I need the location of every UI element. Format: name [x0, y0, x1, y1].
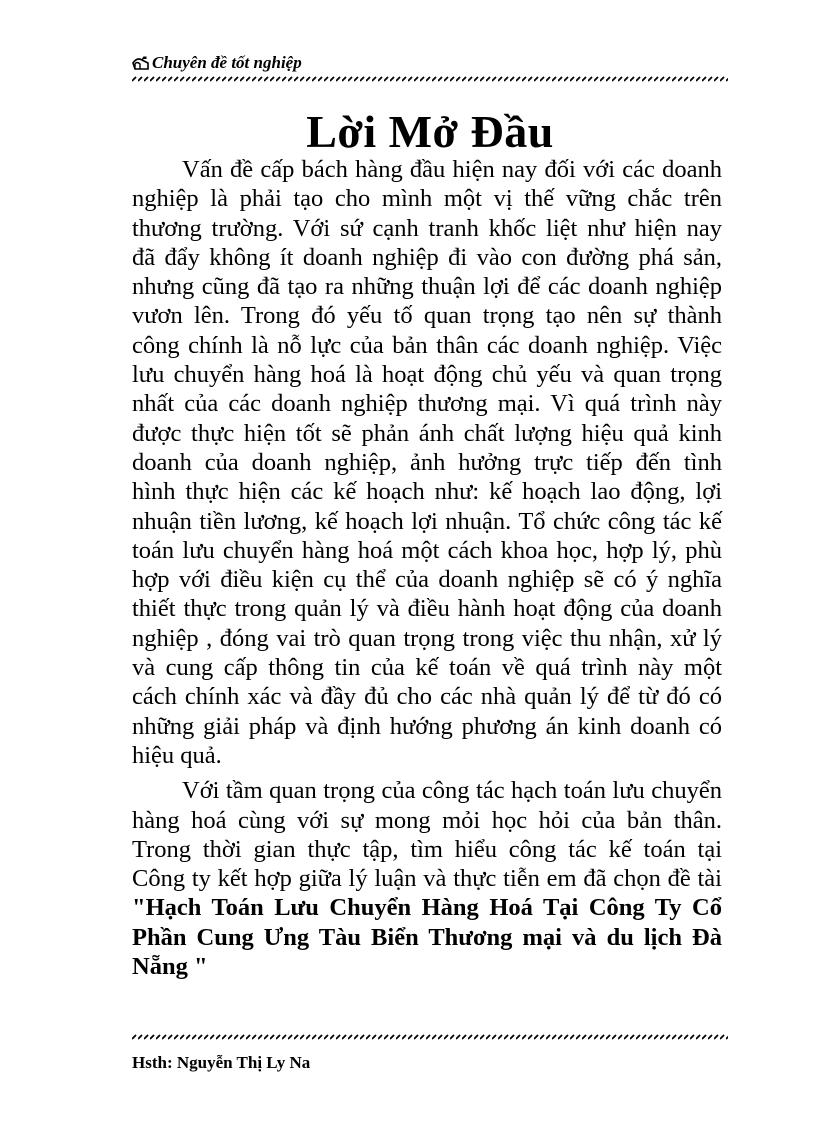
text-line: nhưng cũng đã tạo ra những thuận lợi để các doanh nghiệp [132, 273, 722, 301]
text-line: Trong thời gian thực tập, tìm hiểu công tác kế toán tại [132, 835, 722, 863]
text-line: công chính là nỗ lực của bản thân các doanh nghiệp. Việc [132, 331, 722, 359]
paragraph-intro [132, 155, 722, 770]
document-body [132, 155, 722, 981]
text-line: thương trường. Với sứ cạnh tranh khốc liệt như hiện nay [132, 214, 722, 242]
text-line: toán lưu chuyển hàng hoá một cách khoa học, hợp lý, phù [132, 536, 722, 564]
page-footer: Hsth: Nguyễn Thị Ly Na [132, 1053, 311, 1072]
text-line: doanh của doanh nghiệp, ảnh hưởng trực tiếp đến tình [132, 448, 722, 476]
text-line: hình thực hiện các kế hoạch như: kế hoạch lao động, lợi [132, 478, 722, 506]
footer-divider [132, 1034, 728, 1040]
text-line: được thực hiện tốt sẽ phản ánh chất lượng hiệu quả kinh [132, 419, 722, 447]
text-line: vươn lên. Trong đó yếu tố quan trọng tạo nên sự thành [132, 302, 722, 330]
text-line: hiệu quả. [132, 741, 222, 769]
text-line: hợp với điều kiện cụ thể của doanh nghiệp sẽ có ý nghĩa [132, 566, 722, 594]
text-line: và cung cấp thông tin của kế toán về quá trình này một [132, 654, 722, 682]
header-divider [132, 76, 728, 82]
text-line: lưu chuyển hàng hoá là hoạt động chủ yếu và quan trọng [132, 361, 722, 389]
topic-line: Nẵng " [132, 953, 208, 981]
text-line: nhuận tiền lương, kế hoạch lợi nhuận. Tổ chức công tác kế [132, 507, 722, 535]
topic-line: Phần Cung Ưng Tàu Biển Thương mại và du lịch Đà [132, 923, 722, 951]
text-line: đã đẩy không ít doanh nghiệp đi vào con đường phá sản, [132, 243, 722, 271]
text-line: nhất của các doanh nghiệp thương mại. Vì quá trình này [132, 390, 722, 418]
text-line: Công ty kết hợp giữa lý luận và thực tiễn em đã chọn đề tài [132, 865, 722, 893]
text-line: thiết thực trong quản lý và điều hành hoạt động của doanh [132, 595, 722, 623]
mailbox-icon [132, 56, 150, 72]
header-title: Chuyên đề tốt nghiệp [152, 53, 302, 72]
text-line: cách chính xác và đầy đủ cho các nhà quản lý để từ đó có [132, 683, 722, 711]
text-line: những giải pháp và định hướng phương án kinh doanh có [132, 712, 722, 740]
topic-line: "Hạch Toán Lưu Chuyển Hàng Hoá Tại Công Ty Cổ [132, 894, 722, 922]
paragraph-purpose [132, 776, 722, 981]
text-line: Với tầm quan trọng của công tác hạch toán lưu chuyển [182, 777, 722, 805]
page-title: Lời Mở Đầu [306, 106, 554, 157]
text-line: nghiệp , đóng vai trò quan trọng trong việc thu nhận, xử lý [132, 624, 722, 652]
text-line: Vấn đề cấp bách hàng đầu hiện nay đối với các doanh [182, 156, 722, 183]
text-line: nghiệp là phải tạo cho mình một vị thế vững chắc trên [132, 185, 722, 213]
text-line: hàng hoá cùng với sự mong mỏi học hỏi của bản thân. [132, 806, 722, 834]
